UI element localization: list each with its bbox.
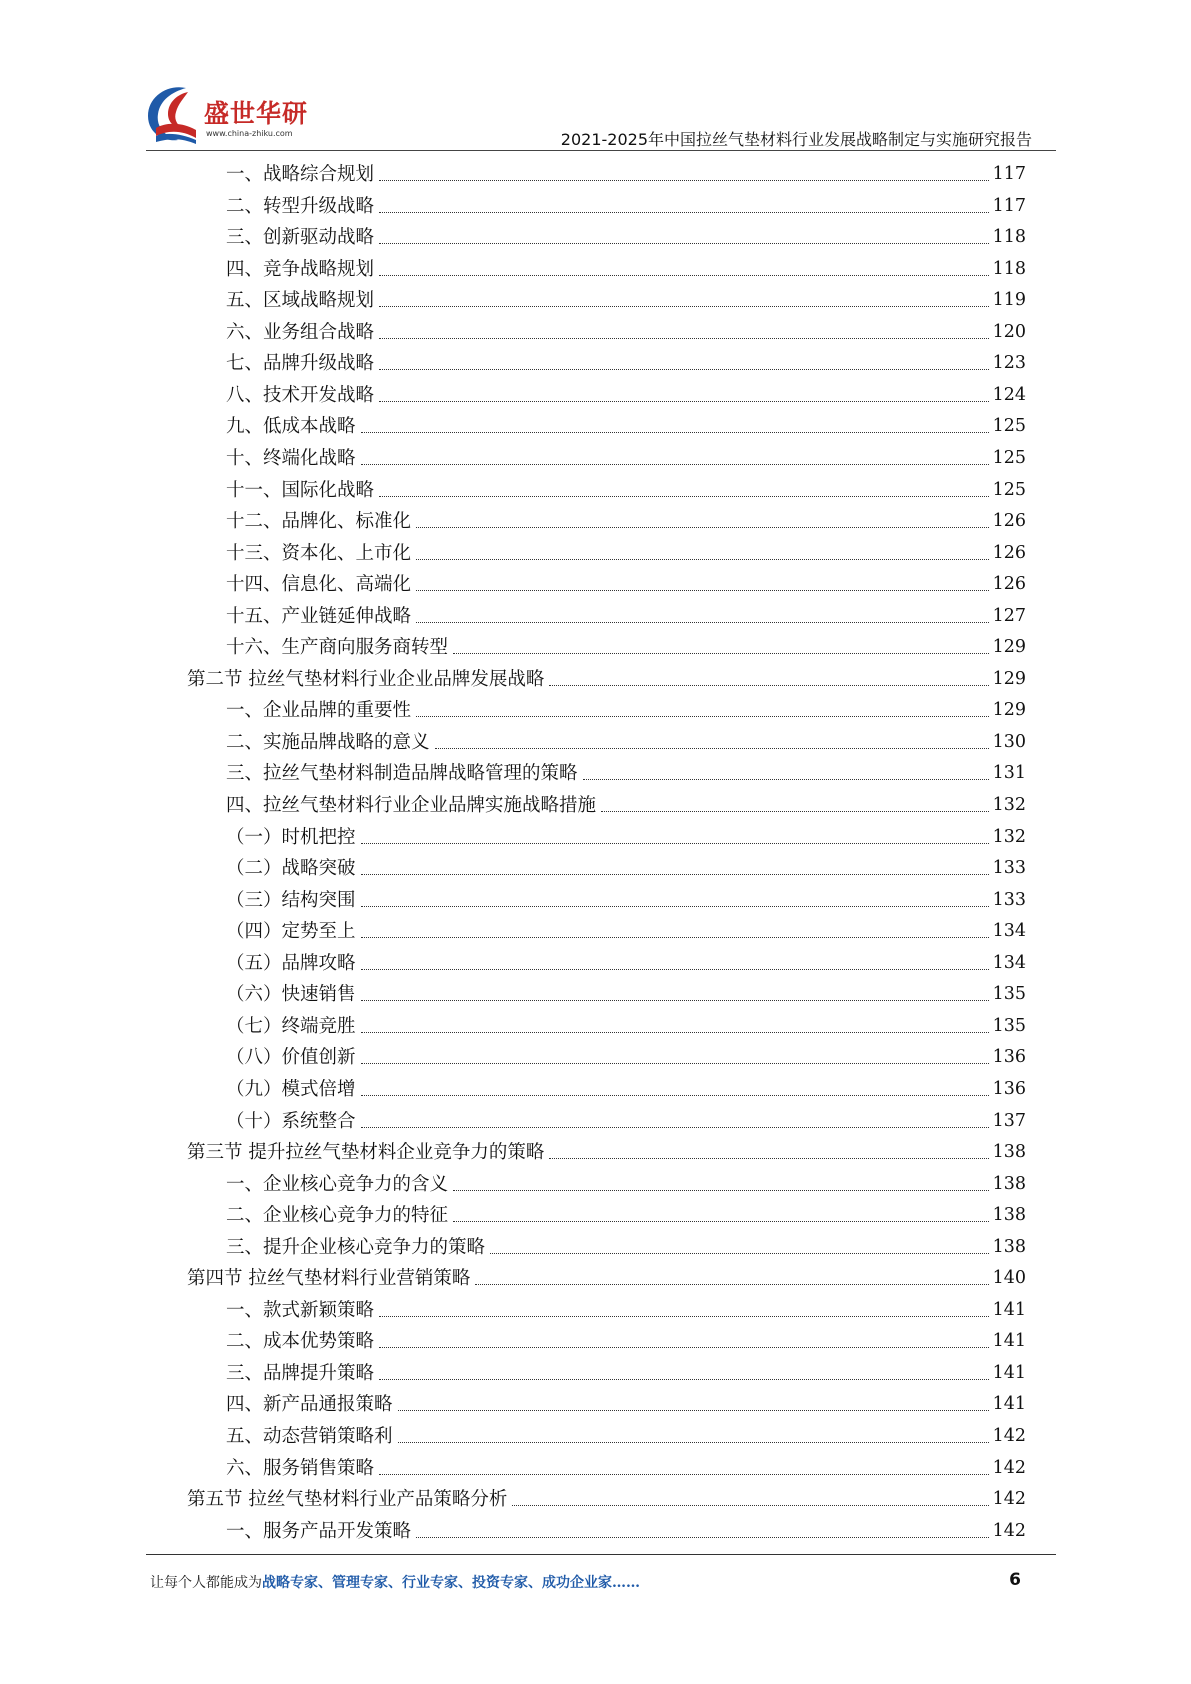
toc-entry-page: 118 [992, 227, 1026, 248]
toc-dot-leader [361, 906, 989, 907]
toc-entry-label: 四、竞争战略规划 [226, 258, 375, 280]
company-logo [142, 82, 312, 152]
toc-entry-page: 136 [992, 1047, 1026, 1068]
toc-entry-page: 134 [992, 952, 1026, 973]
toc-entry-page: 138 [992, 1205, 1026, 1226]
toc-entry-page: 141 [992, 1331, 1026, 1352]
toc-entry-page: 126 [992, 542, 1026, 563]
toc-entry[interactable] [226, 1389, 1026, 1420]
toc-entry-page: 125 [992, 447, 1026, 468]
toc-entry-label: 第五节 拉丝气垫材料行业产品策略分析 [187, 1489, 508, 1511]
toc-entry-page: 133 [992, 889, 1026, 910]
toc-entry-label: （三）结构突围 [226, 889, 356, 911]
toc-entry-label: 五、动态营销策略利 [226, 1426, 393, 1447]
toc-entry-page: 133 [992, 858, 1026, 879]
toc-entry-label: 十三、资本化、上市化 [226, 542, 412, 564]
toc-dot-leader [379, 1474, 989, 1475]
toc-entry-page: 140 [992, 1268, 1026, 1289]
toc-entry[interactable] [226, 1326, 1026, 1357]
toc-entry[interactable] [226, 380, 1026, 411]
page-number: 6 [1009, 1570, 1021, 1590]
toc-entry-page: 130 [992, 731, 1026, 752]
toc-entry-page: 125 [992, 479, 1026, 500]
toc-entry-label: 十四、信息化、高端化 [226, 574, 412, 596]
toc-dot-leader [453, 1190, 989, 1191]
toc-entry-page: 117 [992, 164, 1026, 184]
toc-entry[interactable] [226, 601, 1026, 632]
toc-entry-page: 141 [992, 1362, 1026, 1383]
toc-entry-label: 四、新产品通报策略 [226, 1394, 393, 1416]
toc-entry-label: 一、战略综合规划 [226, 164, 375, 185]
logo-url: www.china-zhiku.com [206, 129, 293, 138]
toc-entry-page: 129 [992, 637, 1026, 658]
footer-slogan-prefix: 让每个人都能成为 [150, 1575, 262, 1591]
toc-dot-leader [416, 527, 989, 528]
toc-dot-leader [379, 306, 989, 307]
toc-dot-leader [379, 369, 989, 370]
toc-entry-page: 138 [992, 1236, 1026, 1257]
toc-dot-leader [416, 590, 989, 591]
toc-entry-label: 十、终端化战略 [226, 447, 356, 469]
toc-entry[interactable] [226, 1421, 1026, 1452]
toc-dot-leader [435, 748, 989, 749]
toc-entry-label: 第四节 拉丝气垫材料行业营销策略 [187, 1268, 471, 1290]
toc-entry-label: （四）定势至上 [226, 921, 356, 943]
toc-entry-label: 十五、产业链延伸战略 [226, 605, 412, 627]
toc-entry-label: 第三节 提升拉丝气垫材料企业竞争力的策略 [187, 1142, 545, 1164]
toc-dot-leader [361, 969, 989, 970]
toc-entry-page: 127 [992, 605, 1026, 626]
toc-entry-label: （七）终端竞胜 [226, 1015, 356, 1037]
toc-entry[interactable] [226, 758, 1026, 789]
toc-dot-leader [416, 559, 989, 560]
toc-dot-leader [416, 1537, 989, 1538]
logo-swoosh-icon [142, 82, 206, 148]
toc-dot-leader [361, 1095, 989, 1096]
toc-entry-page: 123 [992, 353, 1026, 374]
toc-entry[interactable] [187, 1263, 1026, 1294]
toc-dot-leader [453, 1221, 989, 1222]
toc-entry-page: 138 [992, 1173, 1026, 1194]
toc-dot-leader [361, 432, 989, 433]
toc-entry-label: 二、转型升级战略 [226, 195, 375, 217]
toc-dot-leader [512, 1505, 988, 1506]
toc-dot-leader [379, 401, 989, 402]
toc-entry[interactable] [226, 254, 1026, 285]
toc-entry-page: 134 [992, 921, 1026, 942]
toc-entry[interactable] [226, 1358, 1026, 1389]
toc-entry-label: 七、品牌升级战略 [226, 353, 375, 375]
toc-dot-leader [379, 338, 989, 339]
toc-entry-page: 124 [992, 384, 1026, 405]
toc-entry[interactable] [226, 979, 1026, 1010]
toc-entry[interactable] [226, 443, 1026, 474]
toc-entry[interactable] [226, 727, 1026, 758]
toc-dot-leader [416, 716, 989, 717]
toc-entry-page: 137 [992, 1110, 1026, 1131]
toc-entry[interactable] [226, 916, 1026, 947]
toc-dot-leader [361, 843, 989, 844]
toc-dot-leader [583, 779, 989, 780]
toc-entry-page: 119 [992, 290, 1026, 311]
toc-dot-leader [379, 496, 989, 497]
toc-dot-leader [379, 180, 989, 181]
toc-entry[interactable] [226, 1011, 1026, 1042]
toc-dot-leader [361, 1032, 989, 1033]
toc-entry-label: 六、业务组合战略 [226, 321, 375, 343]
toc-entry-label: 十一、国际化战略 [226, 479, 375, 501]
toc-entry[interactable] [226, 1453, 1026, 1484]
toc-entry[interactable] [226, 790, 1026, 821]
toc-dot-leader [379, 275, 989, 276]
toc-entry-label: （十）系统整合 [226, 1110, 356, 1132]
toc-entry[interactable] [226, 1169, 1026, 1200]
toc-entry-label: 二、实施品牌战略的意义 [226, 731, 430, 753]
toc-entry-page: 129 [992, 700, 1026, 721]
toc-entry-page: 132 [992, 826, 1026, 847]
toc-entry-page: 141 [992, 1299, 1026, 1320]
toc-dot-leader [398, 1442, 989, 1443]
toc-entry[interactable] [226, 191, 1026, 222]
toc-entry-label: 二、企业核心竞争力的特征 [226, 1205, 449, 1227]
toc-entry[interactable] [226, 1200, 1026, 1231]
toc-entry-label: 第二节 拉丝气垫材料行业企业品牌发展战略 [187, 668, 545, 690]
toc-entry[interactable] [226, 1232, 1026, 1263]
footer-slogan-highlight: 战略专家、管理专家、行业专家、投资专家、成功企业家…… [262, 1575, 640, 1591]
header-divider [146, 150, 1056, 151]
toc-dot-leader [361, 1063, 989, 1064]
toc-entry-page: 117 [992, 195, 1026, 216]
toc-entry-label: 三、创新驱动战略 [226, 227, 375, 249]
toc-entry-label: 六、服务销售策略 [226, 1457, 375, 1479]
toc-entry[interactable] [226, 348, 1026, 379]
toc-dot-leader [549, 685, 988, 686]
toc-dot-leader [379, 243, 989, 244]
toc-entry-page: 135 [992, 984, 1026, 1005]
footer-divider [146, 1554, 1056, 1555]
toc-dot-leader [361, 1000, 989, 1001]
toc-entry[interactable] [187, 1137, 1026, 1168]
toc-entry[interactable] [226, 632, 1026, 663]
toc-entry-page: 142 [992, 1520, 1026, 1541]
toc-entry[interactable] [226, 1516, 1026, 1547]
logo-name: 盛世华研 [204, 99, 309, 128]
toc-entry-page: 126 [992, 574, 1026, 595]
toc-entry-page: 142 [992, 1426, 1026, 1446]
toc-dot-leader [398, 1410, 989, 1411]
toc-entry[interactable] [226, 506, 1026, 537]
toc-entry[interactable] [226, 569, 1026, 600]
toc-entry-page: 131 [992, 763, 1026, 784]
toc-dot-leader [453, 653, 989, 654]
toc-entry-page: 136 [992, 1078, 1026, 1099]
toc-entry-label: （六）快速销售 [226, 984, 356, 1006]
toc-entry-label: 一、款式新颖策略 [226, 1299, 375, 1321]
toc-entry-page: 132 [992, 795, 1026, 815]
toc-entry[interactable] [226, 411, 1026, 442]
toc-dot-leader [361, 874, 989, 875]
toc-entry[interactable] [226, 948, 1026, 979]
toc-entry[interactable] [226, 695, 1026, 726]
toc-entry[interactable] [226, 317, 1026, 348]
toc-entry-page: 118 [992, 258, 1026, 279]
toc-entry-label: （一）时机把控 [226, 826, 356, 848]
toc-entry[interactable] [226, 159, 1026, 190]
toc-dot-leader [416, 622, 989, 623]
toc-entry-page: 120 [992, 321, 1026, 342]
toc-dot-leader [379, 1379, 989, 1380]
toc-dot-leader [379, 1316, 989, 1317]
toc-entry-page: 138 [992, 1142, 1026, 1163]
toc-entry-label: 十六、生产商向服务商转型 [226, 637, 449, 659]
toc-entry-page: 142 [992, 1457, 1026, 1478]
toc-dot-leader [361, 464, 989, 465]
toc-entry-label: 三、提升企业核心竞争力的策略 [226, 1236, 486, 1258]
toc-entry[interactable] [226, 885, 1026, 916]
toc-entry-label: 三、品牌提升策略 [226, 1362, 375, 1384]
report-title: 2021-2025年中国拉丝气垫材料行业发展战略制定与实施研究报告 [560, 130, 1032, 149]
toc-entry-label: （二）战略突破 [226, 858, 356, 880]
toc-dot-leader [475, 1284, 988, 1285]
toc-entry[interactable] [226, 538, 1026, 569]
toc-entry-label: （九）模式倍增 [226, 1078, 356, 1100]
toc-dot-leader [601, 811, 989, 812]
toc-entry-label: 四、拉丝气垫材料行业企业品牌实施战略措施 [226, 795, 597, 816]
toc-entry-label: 九、低成本战略 [226, 416, 356, 438]
toc-dot-leader [379, 212, 989, 213]
footer-slogan [150, 1572, 640, 1592]
toc-entry-label: 三、拉丝气垫材料制造品牌战略管理的策略 [226, 763, 578, 785]
toc-entry-page: 126 [992, 511, 1026, 532]
toc-entry-page: 141 [992, 1394, 1026, 1415]
toc-entry-label: 八、技术开发战略 [226, 384, 375, 406]
toc-dot-leader [549, 1158, 988, 1159]
toc-entry[interactable] [226, 285, 1026, 316]
toc-entry-page: 142 [992, 1489, 1026, 1510]
toc-entry[interactable] [187, 664, 1026, 695]
toc-dot-leader [490, 1253, 989, 1254]
toc-entry-label: 一、企业核心竞争力的含义 [226, 1173, 449, 1195]
toc-entry-page: 129 [992, 668, 1026, 689]
toc-dot-leader [361, 937, 989, 938]
toc-dot-leader [361, 1127, 989, 1128]
toc-entry[interactable] [226, 1106, 1026, 1137]
toc-entry[interactable] [226, 1074, 1026, 1105]
toc-entry[interactable] [226, 222, 1026, 253]
toc-entry[interactable] [226, 1042, 1026, 1073]
toc-entry-label: 五、区域战略规划 [226, 290, 375, 312]
toc-entry[interactable] [226, 853, 1026, 884]
toc-entry-label: （五）品牌攻略 [226, 952, 356, 974]
toc-entry-page: 125 [992, 416, 1026, 437]
toc-entry-label: 二、成本优势策略 [226, 1331, 375, 1353]
toc-entry[interactable] [226, 475, 1026, 506]
toc-entry-label: 一、服务产品开发策略 [226, 1520, 412, 1542]
toc-entry-label: （八）价值创新 [226, 1047, 356, 1069]
toc-entry[interactable] [226, 822, 1026, 853]
toc-dot-leader [379, 1347, 989, 1348]
toc-entry-label: 十二、品牌化、标准化 [226, 511, 412, 533]
toc-entry[interactable] [226, 1295, 1026, 1326]
toc-entry[interactable] [187, 1484, 1026, 1515]
toc-entry-label: 一、企业品牌的重要性 [226, 700, 412, 722]
toc-entry-page: 135 [992, 1015, 1026, 1036]
